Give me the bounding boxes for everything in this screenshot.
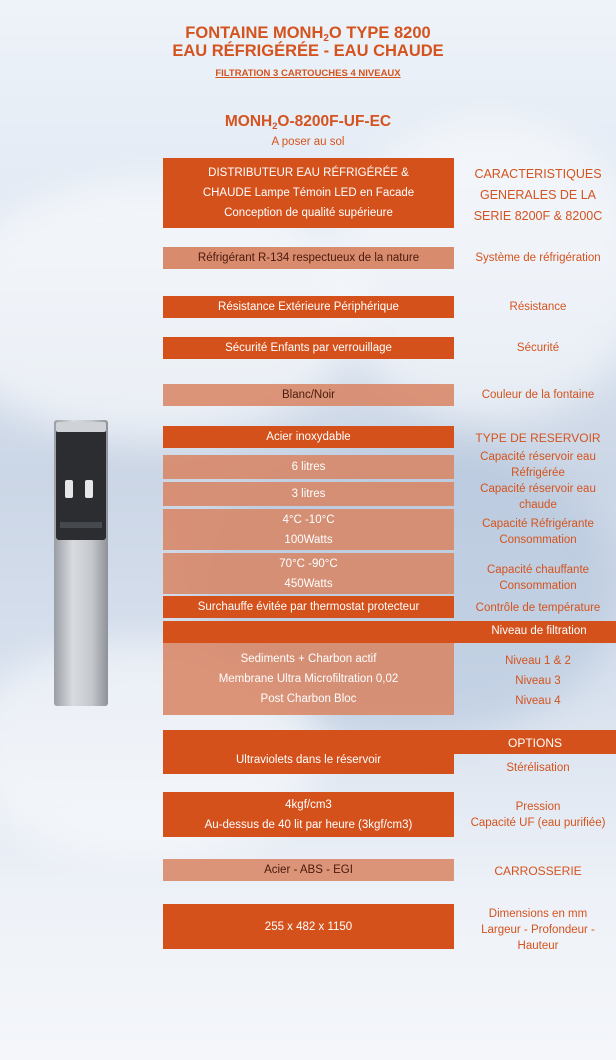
reservoir-label: TYPE DE RESERVOIR bbox=[475, 431, 601, 445]
heating-label: Capacité chauffante Consommation bbox=[486, 564, 590, 592]
color-label: Couleur de la fontaine bbox=[481, 389, 595, 401]
page-subtitle: EAU RÉFRIGÉRÉE - EAU CHAUDE bbox=[172, 42, 444, 60]
intro-label: CARACTERISTIQUES GENERALES DE LA SERIE 8200F & 8200C bbox=[473, 167, 603, 223]
body-value: Acier - ABS - EGI bbox=[163, 859, 454, 881]
dimensions-value: 255 x 482 x 1150 bbox=[163, 904, 454, 949]
options-label: Stérélisation bbox=[506, 762, 570, 774]
options-header: OPTIONS bbox=[454, 730, 616, 754]
refrigeration-label: Capacité Réfrigérante Consommation bbox=[482, 518, 594, 546]
dimensions-label: Dimensions en mm Largeur - Profondeur - Hauteur bbox=[481, 908, 595, 952]
resistance-value: Résistance Extérieure Périphérique bbox=[163, 296, 454, 318]
pressure-label: Pression Capacité UF (eau purifiée) bbox=[470, 801, 606, 829]
filtration-header: Niveau de filtration bbox=[163, 621, 616, 643]
color-value: Blanc/Noir bbox=[163, 384, 454, 406]
security-label: Sécurité bbox=[516, 342, 560, 354]
cold-capacity-label: Capacité réservoir eau Réfrigérée bbox=[480, 451, 596, 479]
security-value: Sécurité Enfants par verrouillage bbox=[163, 337, 454, 359]
cold-capacity-value: 6 litres bbox=[163, 455, 454, 479]
filtration-levels: Niveau 1 & 2 Niveau 3 Niveau 4 bbox=[505, 655, 571, 707]
refrigerant-label: Système de réfrigération bbox=[475, 252, 601, 264]
reservoir-value: Acier inoxydable bbox=[163, 426, 454, 448]
intro-box: DISTRIBUTEUR EAU RÉFRIGÉRÉE & CHAUDE Lampe Témoin LED en Facade Conception de qualité supérieure bbox=[163, 158, 454, 228]
hot-capacity-value: 3 litres bbox=[163, 482, 454, 506]
water-fountain-image bbox=[52, 418, 110, 708]
page-title: FONTAINE $MONH_2O$ TYPE 8200 bbox=[185, 24, 431, 44]
filtration-link[interactable]: FILTRATION 3 CARTOUCHES 4 NIVEAUX bbox=[215, 68, 401, 79]
hot-capacity-label: Capacité réservoir eau chaude bbox=[480, 483, 596, 511]
floor-note: A poser au sol bbox=[271, 136, 345, 148]
pressure-value: 4kgf/cm3 Au-dessus de 40 lit par heure (3kgf/cm3) bbox=[163, 792, 454, 837]
resistance-label: Résistance bbox=[509, 301, 567, 313]
temperature-value: Surchauffe évitée par thermostat protecteur bbox=[163, 596, 454, 618]
options-box: Ultraviolets dans le réservoir bbox=[163, 730, 454, 774]
model-title: $MONH_2O-8200F-UF-EC$ bbox=[224, 113, 392, 131]
body-label: CARROSSERIE bbox=[494, 864, 582, 878]
refrigerant-value: Réfrigérant R-134 respectueux de la nature bbox=[163, 247, 454, 269]
temperature-label: Contrôle de température bbox=[475, 602, 601, 614]
filtration-value: Sediments + Charbon actif Membrane Ultra Microfiltration 0,02 Post Charbon Bloc bbox=[163, 643, 454, 715]
heating-value: 70°C -90°C 450Watts bbox=[163, 553, 454, 594]
refrigeration-value: 4°C -10°C 100Watts bbox=[163, 509, 454, 550]
